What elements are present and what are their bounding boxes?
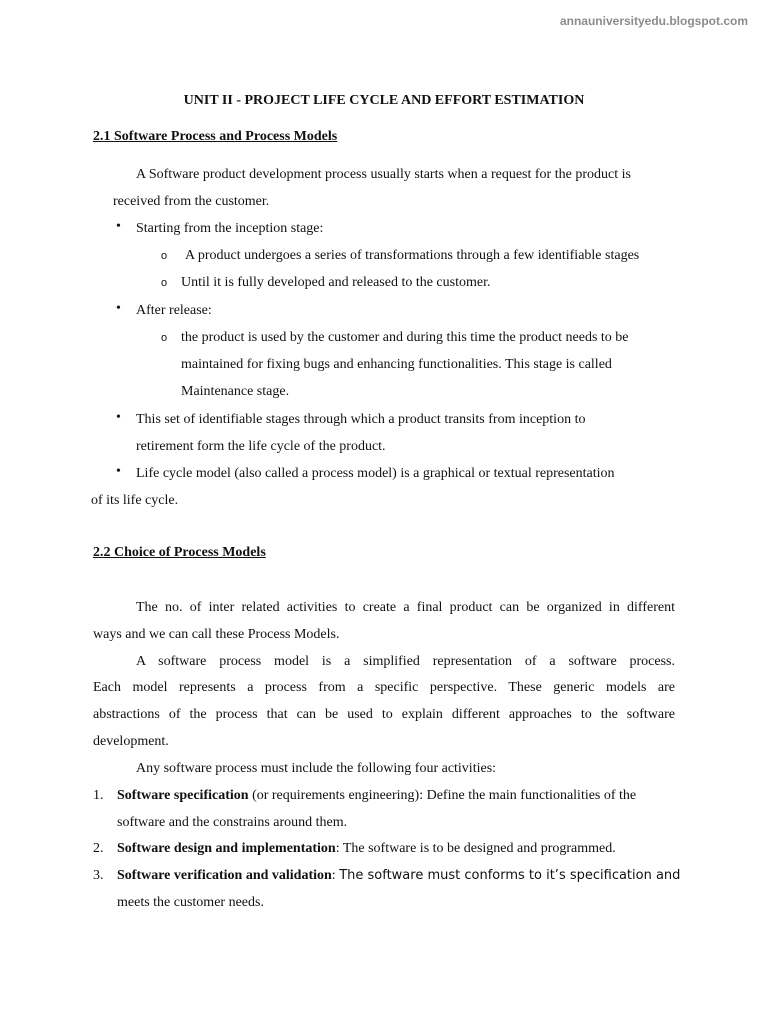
list-item-text: The software must conforms to it’s specification and (339, 868, 681, 883)
bullet-icon: • (116, 410, 121, 425)
list-item: the product is used by the customer and during this time the product needs to be (181, 330, 629, 345)
watermark: annauniversityedu.blogspot.com (559, 14, 748, 28)
list-item: retirement form the life cycle of the product. (136, 439, 386, 454)
bullet-icon: • (116, 219, 121, 234)
list-item (117, 840, 616, 858)
section-heading-2-2: 2.2 Choice of Process Models (93, 545, 266, 560)
list-item: This set of identifiable stages through which a product transits from inception to (136, 412, 586, 427)
list-item: Until it is fully developed and released to the customer. (181, 275, 491, 290)
list-item: meets the customer needs. (117, 895, 264, 910)
circle-bullet-icon: o (161, 332, 168, 344)
circle-bullet-icon: o (161, 277, 168, 289)
paragraph-line: ways and we can call these Process Models. (93, 627, 340, 642)
list-item-term: Software verification and validation (117, 868, 332, 883)
list-number: 2. (93, 841, 104, 856)
list-item-term: Software specification (117, 788, 249, 803)
list-item: of its life cycle. (91, 493, 179, 508)
page-title: UNIT II - PROJECT LIFE CYCLE AND EFFORT ESTIMATION (183, 93, 585, 108)
list-item: Starting from the inception stage: (136, 221, 324, 236)
list-item-text: (or requirements engineering): Define the main functionalities of the (248, 788, 637, 803)
list-number: 3. (93, 868, 104, 883)
list-item (117, 787, 636, 805)
paragraph-line: The no. of inter related activities to create a final product can be organized in different (136, 600, 675, 615)
list-item: Life cycle model (also called a process model) is a graphical or textual representation (136, 466, 615, 481)
paragraph-line: development. (93, 734, 169, 749)
bullet-icon: • (116, 301, 121, 316)
list-item: A product undergoes a series of transformations through a few identifiable stages (185, 248, 640, 263)
list-number: 1. (93, 788, 104, 803)
section-heading-2-1: 2.1 Software Process and Process Models (93, 129, 338, 144)
list-item-text: : (331, 868, 340, 883)
bullet-icon: • (116, 464, 121, 479)
list-item (117, 867, 680, 885)
circle-bullet-icon: o (161, 250, 168, 262)
list-item: maintained for fixing bugs and enhancing functionalities. This stage is called (181, 357, 612, 372)
paragraph-line: abstractions of the process that can be used to explain different approaches to the software (93, 707, 675, 722)
list-item-text: : The software is to be designed and programmed. (335, 841, 616, 856)
list-item: software and the constrains around them. (117, 815, 348, 830)
list-item: After release: (136, 303, 212, 318)
list-item: Maintenance stage. (181, 384, 290, 399)
intro-text: A Software product development process usually starts when a request for the product is (136, 167, 631, 182)
paragraph-line: Any software process must include the following four activities: (136, 761, 497, 776)
list-item-term: Software design and implementation (117, 841, 336, 856)
intro-text: received from the customer. (113, 194, 270, 209)
paragraph-line: A software process model is a simplified representation of a software process. (136, 654, 675, 669)
paragraph-line: Each model represents a process from a specific perspective. These generic models are (93, 680, 675, 695)
